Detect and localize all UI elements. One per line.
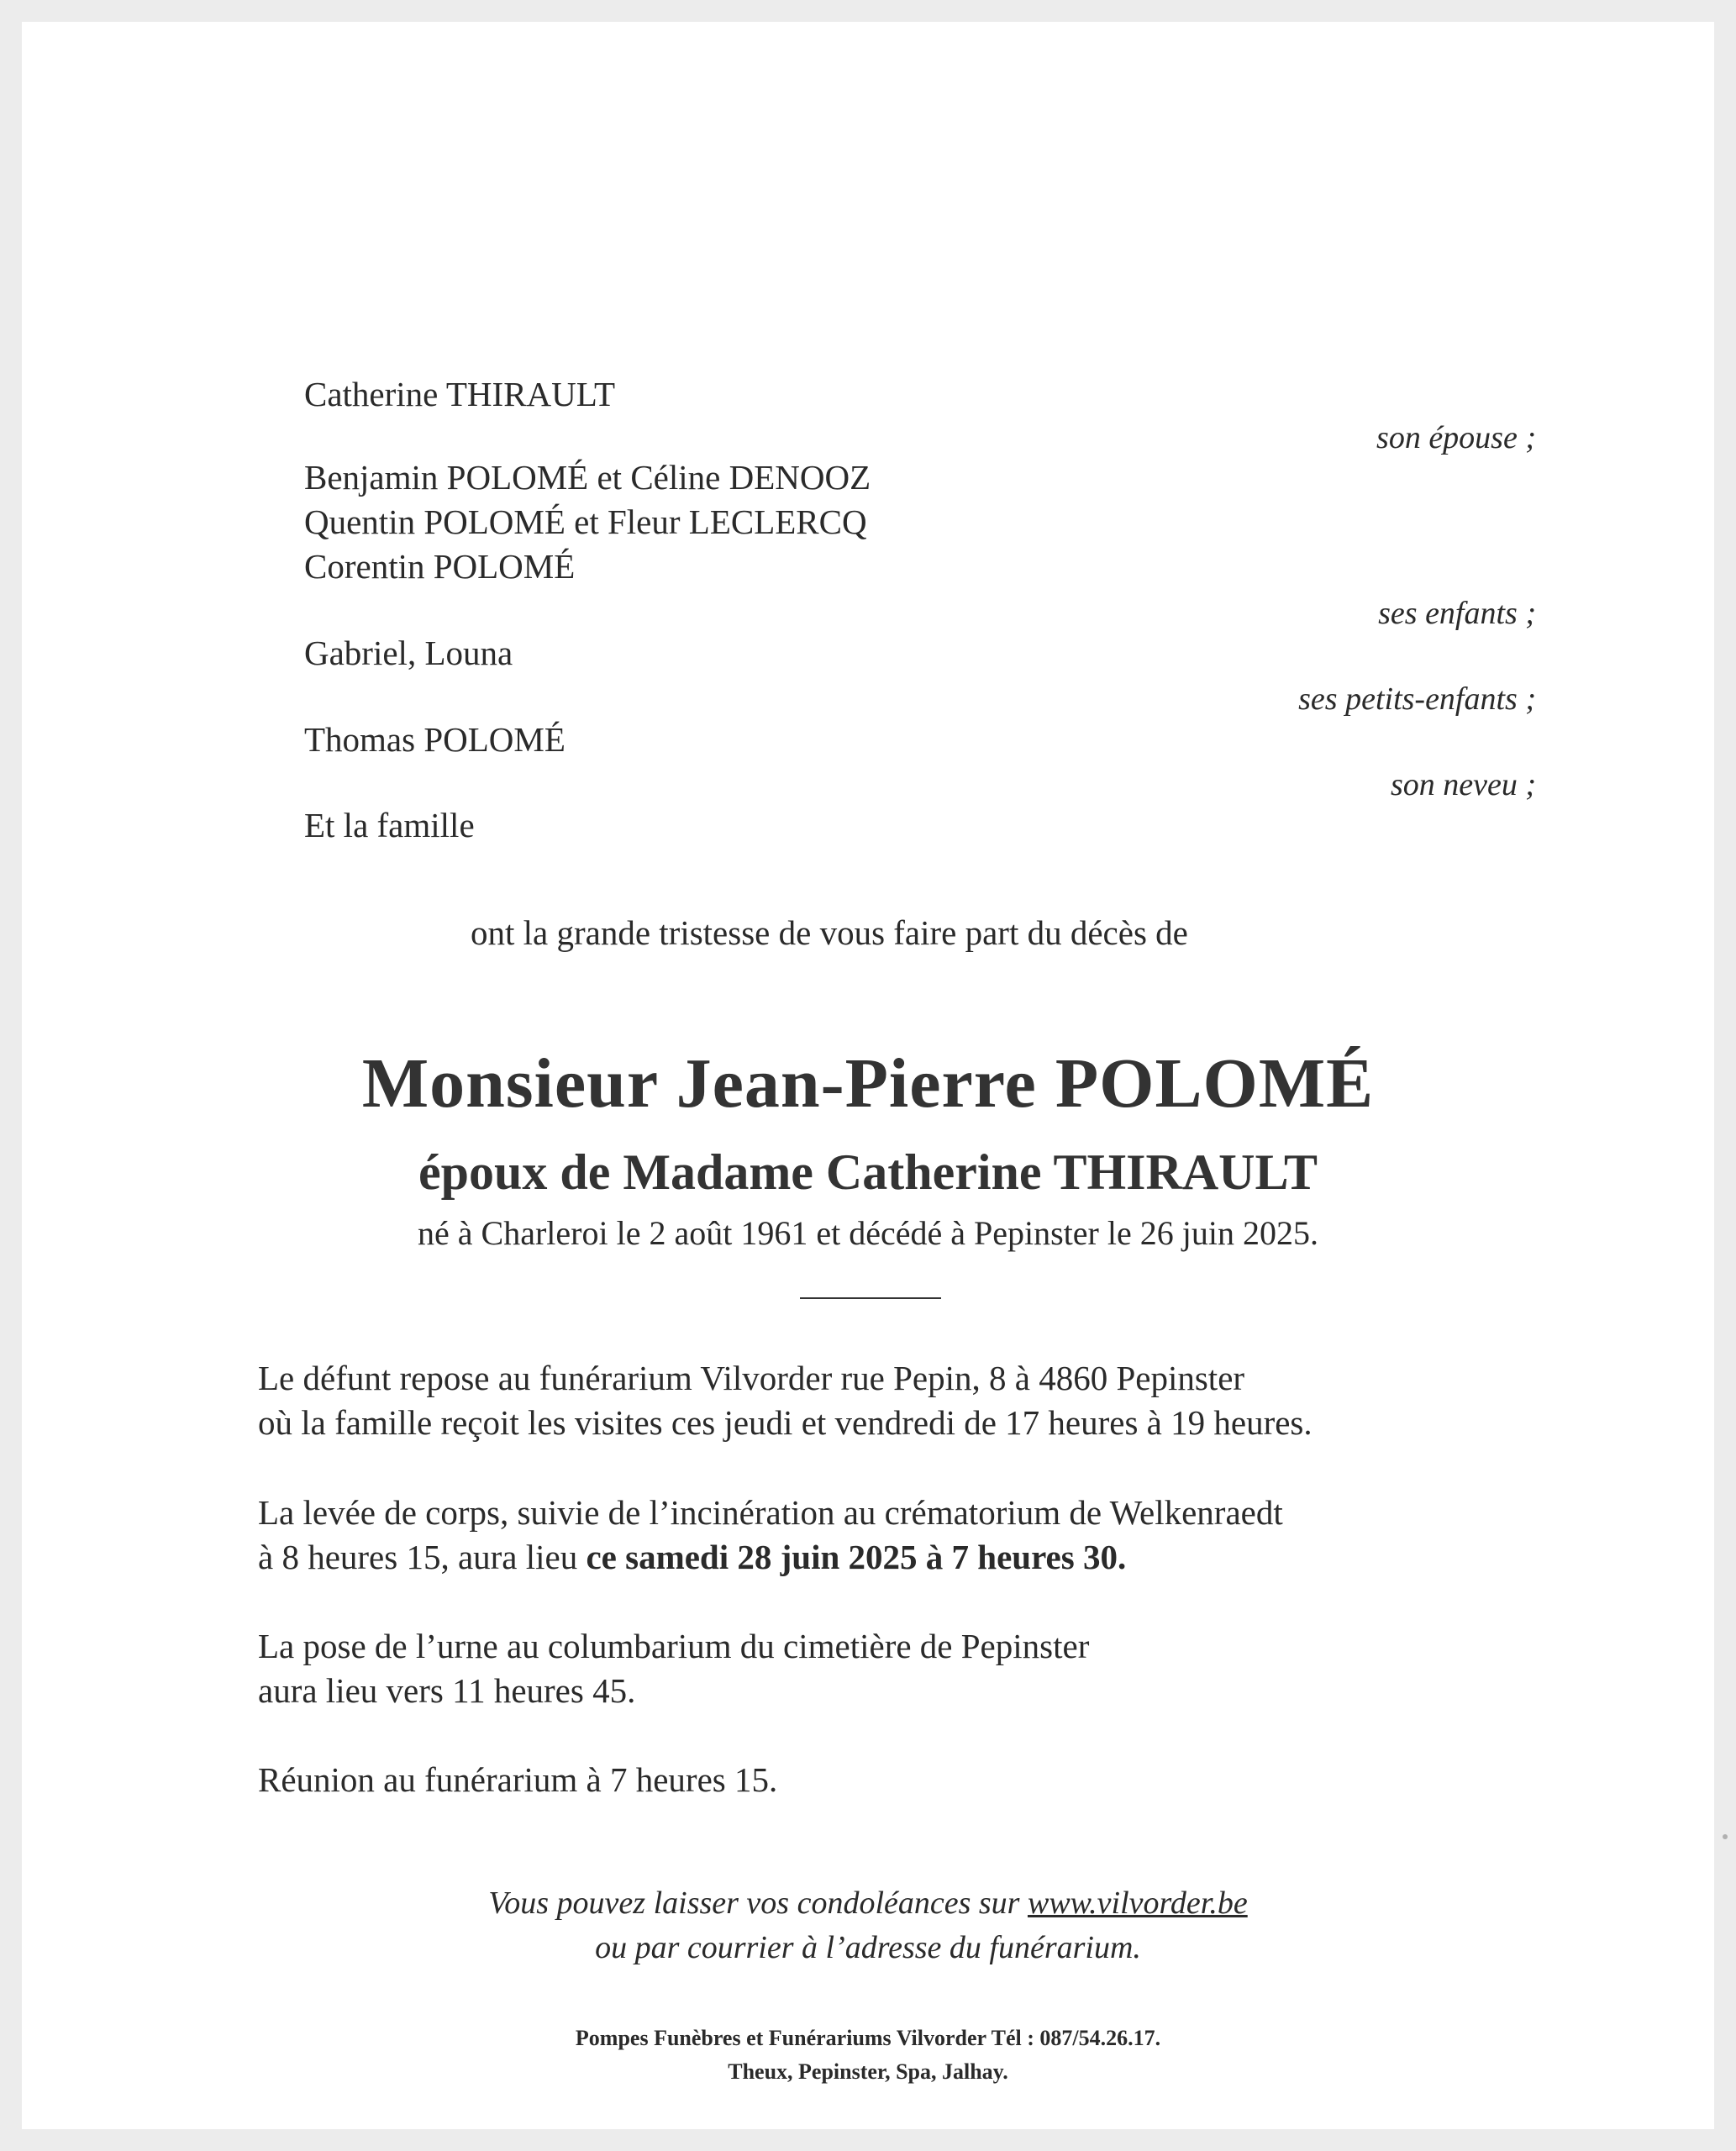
footer-line-2: Theux, Pepinster, Spa, Jalhay. bbox=[728, 2059, 1008, 2084]
child-3: Corentin POLOMÉ bbox=[304, 547, 576, 586]
repose-paragraph bbox=[258, 1356, 1313, 1445]
condolences-text: Vous pouvez laisser vos condoléances sur bbox=[488, 1885, 1028, 1921]
obituary-page bbox=[22, 22, 1714, 2129]
child-2: Quentin POLOMÉ et Fleur LECLERCQ bbox=[304, 502, 867, 541]
deceased-dates: né à Charleroi le 2 août 1961 et décédé à Pepinster le 26 juin 2025. bbox=[418, 1214, 1318, 1252]
family-line: Et la famille bbox=[304, 806, 475, 844]
urne-line-2: aura lieu vers 11 heures 45. bbox=[258, 1671, 636, 1710]
urne-paragraph bbox=[258, 1624, 1089, 1713]
grandchildren-relation: ses petits-enfants ; bbox=[1298, 681, 1536, 717]
scan-speck bbox=[1723, 1834, 1728, 1839]
levee-paragraph bbox=[258, 1491, 1283, 1580]
children-relation: ses enfants ; bbox=[1378, 596, 1536, 631]
urne-line-1: La pose de l’urne au columbarium du cimetière de Pepinster bbox=[258, 1627, 1090, 1665]
deceased-spouse-of: époux de Madame Catherine THIRAULT bbox=[418, 1144, 1318, 1200]
nephew: Thomas POLOMÉ bbox=[304, 720, 566, 759]
reunion-paragraph: Réunion au funérarium à 7 heures 15. bbox=[258, 1760, 778, 1799]
levee-line-2 bbox=[258, 1535, 1283, 1580]
repose-line-1: Le défunt repose au funérarium Vilvorder rue Pepin, 8 à 4860 Pepinster bbox=[258, 1359, 1245, 1397]
footer-line-1: Pompes Funèbres et Funérariums Vilvorder Tél : 087/54.26.17. bbox=[575, 2026, 1161, 2050]
spouse-name: Catherine THIRAULT bbox=[304, 375, 616, 413]
child-1: Benjamin POLOMÉ et Céline DENOOZ bbox=[304, 458, 871, 497]
levee-line-2-start: à 8 heures 15, aura lieu bbox=[258, 1538, 587, 1576]
condolences-link[interactable]: www.vilvorder.be bbox=[1027, 1885, 1248, 1921]
repose-line-2: où la famille reçoit les visites ces jeudi et vendredi de 17 heures à 19 heures. bbox=[258, 1403, 1313, 1442]
spouse-relation: son épouse ; bbox=[1376, 420, 1536, 455]
announcement-text: ont la grande tristesse de vous faire part du décès de bbox=[471, 913, 1188, 952]
deceased-name: Monsieur Jean-Pierre POLOMÉ bbox=[361, 1044, 1375, 1123]
condolences-line-1 bbox=[22, 1881, 1714, 1926]
divider-line bbox=[800, 1297, 941, 1299]
nephew-relation: son neveu ; bbox=[1390, 767, 1536, 802]
funeral-home-footer bbox=[22, 2022, 1714, 2089]
levee-date-time: ce samedi 28 juin 2025 à 7 heures 30. bbox=[586, 1538, 1127, 1576]
condolences-line-2: ou par courrier à l’adresse du funérarium. bbox=[595, 1930, 1141, 1965]
levee-line-1: La levée de corps, suivie de l’incinération au crématorium de Welkenraedt bbox=[258, 1493, 1283, 1532]
condolences-block bbox=[22, 1881, 1714, 1970]
grandchildren: Gabriel, Louna bbox=[304, 634, 513, 672]
